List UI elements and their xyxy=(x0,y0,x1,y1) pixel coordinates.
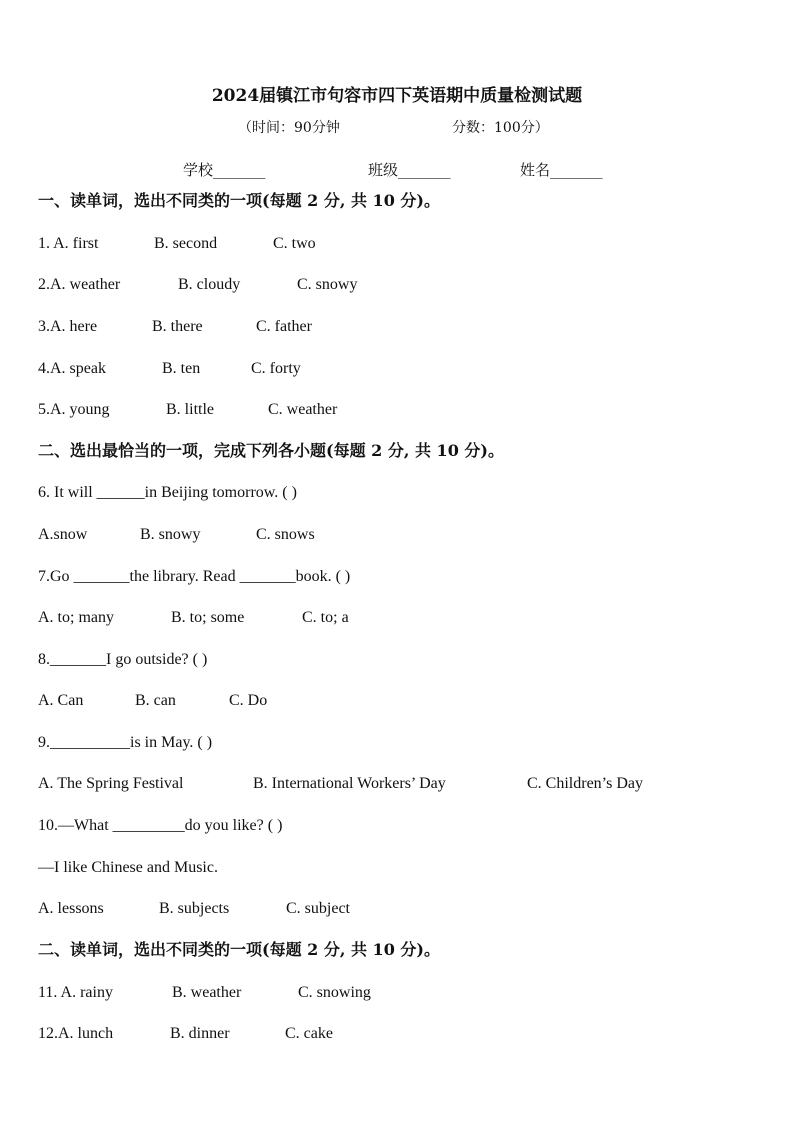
section-3-heading: 二、读单词，选出不同类的一项(每题 2 分, 共 10 分)。 xyxy=(38,940,440,959)
q11-option-b[interactable]: B. weather xyxy=(172,984,242,1001)
q7-option-b[interactable]: B. to; some xyxy=(171,609,245,626)
q10-option-b[interactable]: B. subjects xyxy=(159,900,230,917)
q1-option-b[interactable]: B. second xyxy=(154,235,218,252)
q10-option-c[interactable]: C. subject xyxy=(286,900,350,917)
q1-option-c[interactable]: C. two xyxy=(273,235,316,252)
q7-stem: 7.Go _______the library. Read _______book. ( ) xyxy=(38,568,351,585)
q4-option-a[interactable]: 4.A. speak xyxy=(38,360,106,377)
q8-stem: 8._______I go outside? ( ) xyxy=(38,651,208,668)
q3-option-c[interactable]: C. father xyxy=(256,318,312,335)
q12-option-b[interactable]: B. dinner xyxy=(170,1025,230,1042)
page-title: 2024届镇江市句容市四下英语期中质量检测试题 xyxy=(211,86,583,106)
q4-option-c[interactable]: C. forty xyxy=(251,360,301,377)
q6-option-c[interactable]: C. snows xyxy=(256,526,315,543)
q9-option-c[interactable]: C. Children’s Day xyxy=(527,775,643,792)
q8-option-b[interactable]: B. can xyxy=(135,692,176,709)
q4-option-b[interactable]: B. ten xyxy=(162,360,201,377)
q11-option-a[interactable]: 11. A. rainy xyxy=(38,984,113,1001)
exam-time: （时间：90分钟 xyxy=(238,120,340,136)
exam-score: 分数：100分） xyxy=(452,120,549,136)
q3-option-b[interactable]: B. there xyxy=(152,318,203,335)
q3-option-a[interactable]: 3.A. here xyxy=(38,318,98,335)
q6-option-b[interactable]: B. snowy xyxy=(140,526,201,543)
name-field[interactable]: 姓名_______ xyxy=(520,161,603,179)
school-field[interactable]: 学校_______ xyxy=(183,161,266,179)
section-1-heading: 一、读单词，选出不同类的一项(每题 2 分, 共 10 分)。 xyxy=(38,191,440,210)
q9-stem: 9.__________is in May. ( ) xyxy=(38,734,213,751)
q6-stem: 6. It will ______in Beijing tomorrow. ( ) xyxy=(38,484,297,501)
q7-option-c[interactable]: C. to; a xyxy=(302,609,349,626)
q12-option-c[interactable]: C. cake xyxy=(285,1025,333,1042)
q6-option-a[interactable]: A.snow xyxy=(38,526,88,543)
q5-option-b[interactable]: B. little xyxy=(166,401,214,418)
q10-stem: 10.—What _________do you like? ( ) xyxy=(38,817,283,834)
q11-option-c[interactable]: C. snowing xyxy=(298,984,371,1001)
q12-option-a[interactable]: 12.A. lunch xyxy=(38,1025,114,1042)
q10-answer-line: —I like Chinese and Music. xyxy=(38,859,218,876)
q1-option-a[interactable]: 1. A. first xyxy=(38,235,99,252)
q9-option-b[interactable]: B. International Workers’ Day xyxy=(253,775,446,792)
q8-option-c[interactable]: C. Do xyxy=(229,692,268,709)
q2-option-a[interactable]: 2.A. weather xyxy=(38,276,121,293)
class-field[interactable]: 班级_______ xyxy=(368,161,451,179)
q7-option-a[interactable]: A. to; many xyxy=(38,609,114,626)
q8-option-a[interactable]: A. Can xyxy=(38,692,84,709)
section-2-heading: 二、选出最恰当的一项，完成下列各小题(每题 2 分, 共 10 分)。 xyxy=(38,441,504,460)
q9-option-a[interactable]: A. The Spring Festival xyxy=(38,775,184,792)
q5-option-c[interactable]: C. weather xyxy=(268,401,338,418)
q2-option-c[interactable]: C. snowy xyxy=(297,276,358,293)
q10-option-a[interactable]: A. lessons xyxy=(38,900,104,917)
q2-option-b[interactable]: B. cloudy xyxy=(178,276,241,293)
q5-option-a[interactable]: 5.A. young xyxy=(38,401,110,418)
